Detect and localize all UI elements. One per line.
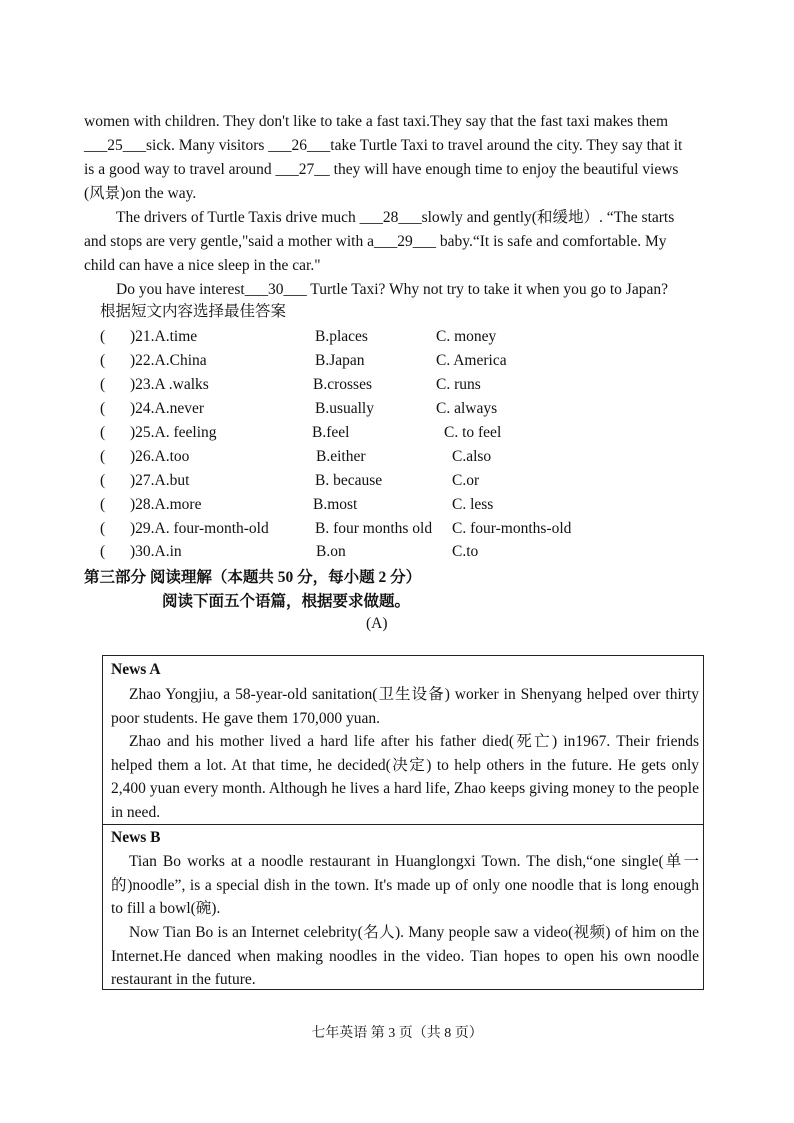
- news-a-paragraph-1: Zhao Yongjiu, a 58-year-old sanitation(卫生设备) worker in Shenyang helped over thirty poor students. He gave them 170,000 yuan.: [111, 686, 699, 727]
- option-b: B.most: [313, 496, 358, 513]
- option-a: )26.A.too: [130, 448, 190, 465]
- passage-line-6: and stops are very gentle,"said a mother with a___29___ baby.“It is safe and comfortable. My: [84, 233, 667, 250]
- answer-blank[interactable]: (: [100, 352, 106, 369]
- option-b: B.usually: [315, 400, 374, 417]
- option-b: B. four months old: [315, 520, 433, 537]
- answer-blank[interactable]: (: [100, 496, 106, 513]
- option-b: B.on: [316, 543, 346, 560]
- news-a-heading: News A: [111, 661, 161, 678]
- question-row: [100, 517, 700, 541]
- option-c: C. always: [436, 400, 498, 417]
- answer-blank[interactable]: (: [100, 376, 106, 393]
- section-title: 第三部分 阅读理解（本题共 50 分，每小题 2 分）: [84, 569, 422, 586]
- passage-line-8: Do you have interest___30___ Turtle Taxi? Why not try to take it when you go to Japan?: [116, 281, 668, 298]
- option-b: B. because: [315, 472, 383, 489]
- answer-blank[interactable]: (: [100, 472, 106, 489]
- option-c: C.to: [452, 543, 479, 560]
- option-a: )21.A.time: [130, 328, 198, 345]
- option-c: C. less: [452, 496, 494, 513]
- question-row: [100, 397, 700, 421]
- passage-line-1: women with children. They don't like to take a fast taxi.They say that the fast taxi makes them: [84, 113, 669, 130]
- option-a: )24.A.never: [130, 400, 205, 417]
- answer-blank[interactable]: (: [100, 448, 106, 465]
- option-c: C. to feel: [444, 424, 502, 441]
- option-a: )30.A.in: [130, 543, 182, 560]
- option-a: )22.A.China: [130, 352, 207, 369]
- section-letter: (A): [366, 615, 388, 632]
- option-b: B.either: [316, 448, 366, 465]
- option-a: )29.A. four-month-old: [130, 520, 269, 537]
- answer-blank[interactable]: (: [100, 328, 106, 345]
- option-c: C. money: [436, 328, 497, 345]
- question-row: [100, 493, 700, 517]
- passage-line-3: is a good way to travel around ___27__ they will have enough time to enjoy the beautiful views: [84, 161, 679, 178]
- option-c: C. runs: [436, 376, 481, 393]
- question-row: [100, 540, 700, 564]
- option-a: )28.A.more: [130, 496, 202, 513]
- question-row: [100, 325, 700, 349]
- option-b: B.Japan: [315, 352, 365, 369]
- answer-blank[interactable]: (: [100, 543, 106, 560]
- option-c: C. America: [436, 352, 507, 369]
- news-box: [102, 655, 704, 990]
- option-b: B.places: [315, 328, 368, 345]
- option-b: B.feel: [312, 424, 350, 441]
- question-row: [100, 445, 700, 469]
- passage-line-2: ___25___sick. Many visitors ___26___take Turtle Taxi to travel around the city. They say that it: [84, 137, 683, 154]
- news-b-paragraph-1: Tian Bo works at a noodle restaurant in Huanglongxi Town. The dish,“one single(单一的)noodle”, is a special dish in the town. It's made up of only one noodle that is long enough to fill a bowl(碗).: [111, 853, 699, 918]
- news-b-heading: News B: [111, 829, 161, 846]
- option-a: )27.A.but: [130, 472, 190, 489]
- question-row: [100, 469, 700, 493]
- news-b-paragraph-2: Now Tian Bo is an Internet celebrity(名人). Many people saw a video(视频) of him on the Internet.He danced when making noodles in the video. Tian hopes to open his own noodle restaurant in the future.: [111, 924, 699, 989]
- news-a-paragraph-2: Zhao and his mother lived a hard life after his father died(死亡) in1967. Their friends helped them a lot. At that time, he decided(决定) to help others in the future. He gets only 2,400 yuan every month. Although he lives a hard life, Zhao keeps giving money to the people in need.: [111, 733, 699, 821]
- question-row: [100, 349, 700, 373]
- question-row: [100, 373, 700, 397]
- option-c: C.or: [452, 472, 480, 489]
- option-a: )25.A. feeling: [130, 424, 217, 441]
- passage-line-4: (风景)on the way.: [84, 185, 197, 202]
- answer-blank[interactable]: (: [100, 520, 106, 537]
- option-a: )23.A .walks: [130, 376, 209, 393]
- passage-line-7: child can have a nice sleep in the car.": [84, 257, 321, 274]
- option-c: C. four-months-old: [452, 520, 572, 537]
- answer-blank[interactable]: (: [100, 424, 106, 441]
- option-c: C.also: [452, 448, 492, 465]
- page-footer: 七年英语 第 3 页（共 8 页）: [311, 1026, 483, 1041]
- section-subtitle: 阅读下面五个语篇，根据要求做题。: [162, 593, 411, 610]
- question-row: [100, 421, 700, 445]
- instruction-text: 根据短文内容选择最佳答案: [100, 303, 287, 320]
- news-divider: [103, 824, 703, 825]
- option-b: B.crosses: [313, 376, 372, 393]
- passage-line-5: The drivers of Turtle Taxis drive much ___28___slowly and gently(和缓地）. “The starts: [116, 209, 675, 226]
- answer-blank[interactable]: (: [100, 400, 106, 417]
